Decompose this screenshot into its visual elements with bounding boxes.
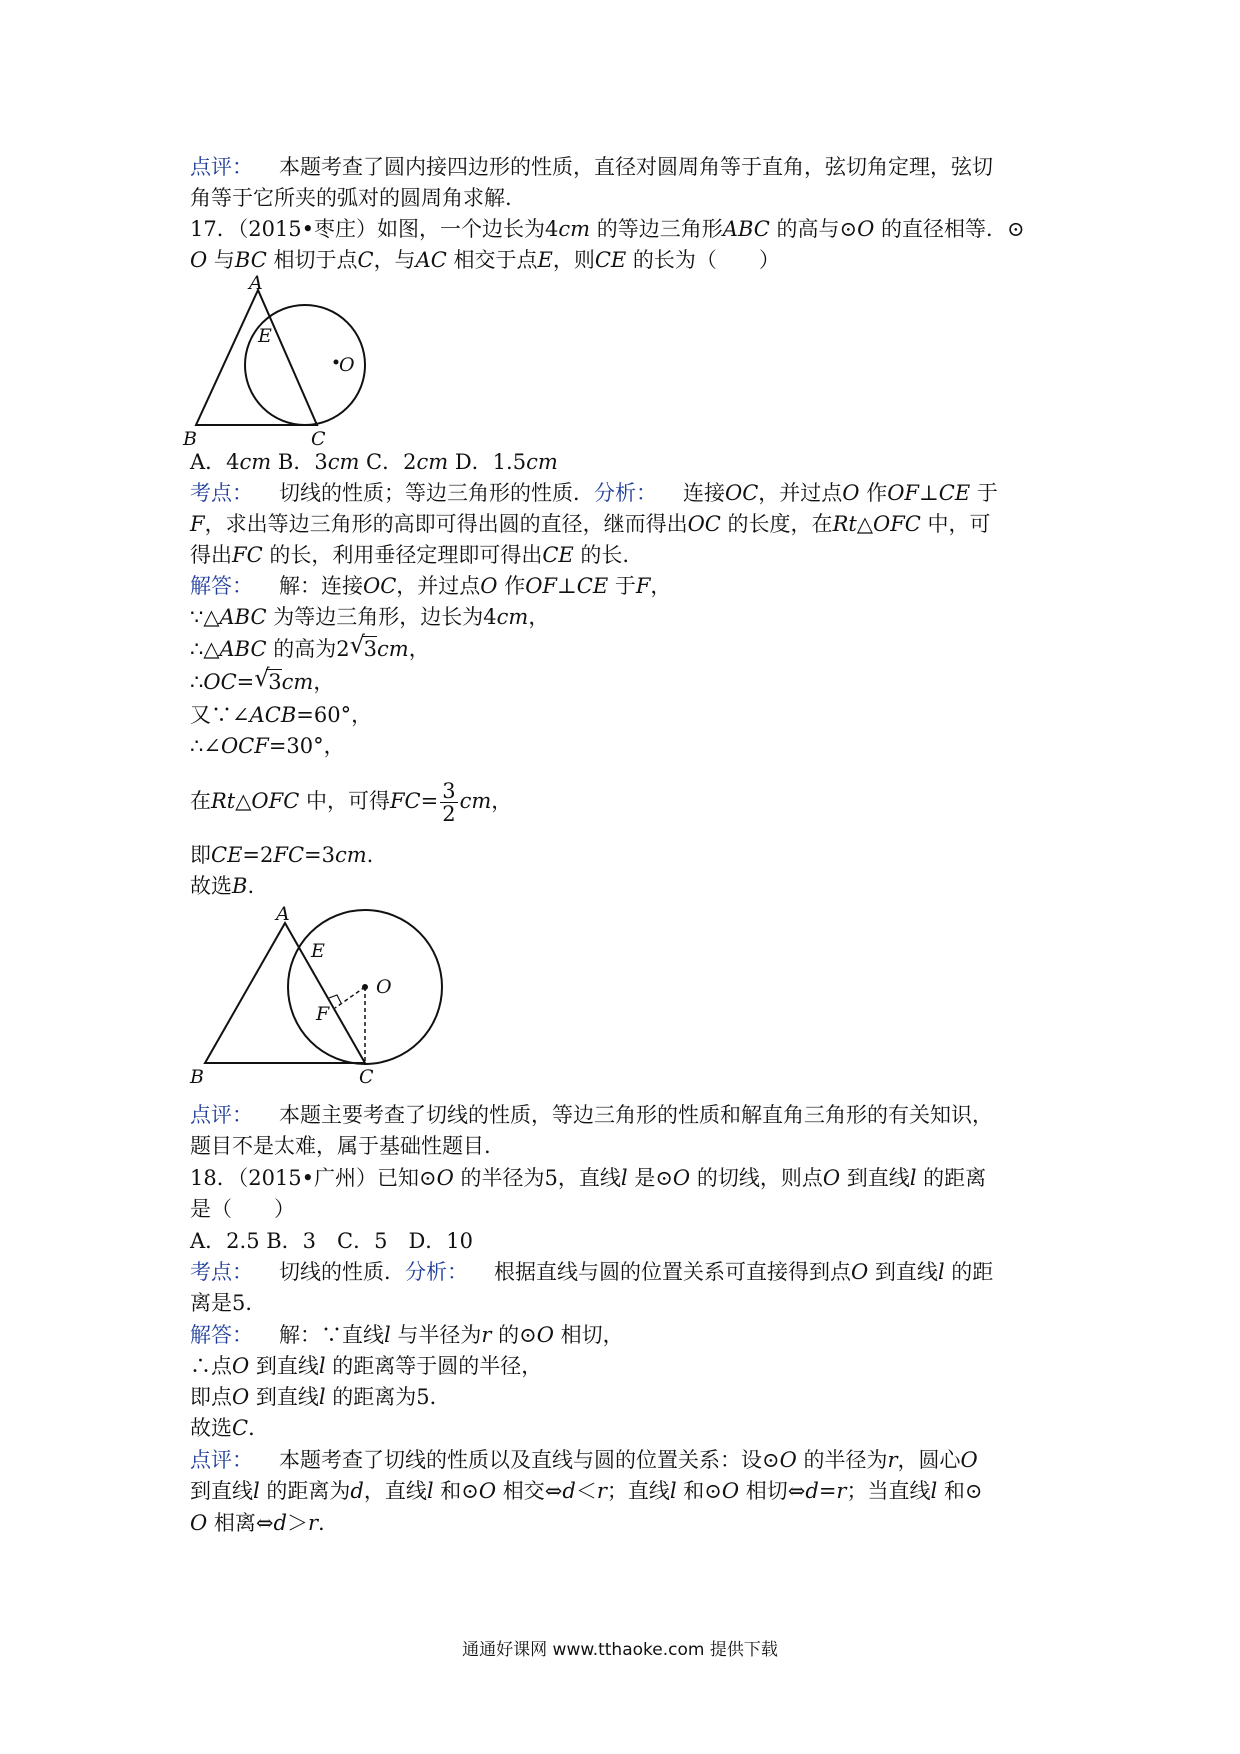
q17-review-line2: 题目不是太难，属于基础性题目.	[190, 1134, 491, 1158]
q18-answer-line0: 解答： 解：∵直线l 与半径为r 的⊙O 相切，	[190, 1323, 624, 1347]
center-o-dot	[334, 360, 339, 365]
q17-answer-line6: 在Rt△OFC 中，可得FC= $\frac{3}{2}$ cm，	[190, 779, 513, 826]
q17-answer-line5: ∴∠OCF=30°，	[190, 734, 345, 758]
label-e: E	[258, 325, 272, 347]
label-a: A	[249, 272, 263, 294]
label-b: B	[190, 1066, 204, 1088]
label-f: F	[316, 1003, 330, 1025]
fraction: $\frac{3}{2}$	[442, 779, 456, 826]
q18-point-analysis-line1: 考点： 切线的性质．分析： 根据直线与圆的位置关系可直接得到点O 到直线l 的距	[190, 1260, 994, 1284]
label-c: C	[311, 428, 326, 450]
q18-answer-line2: 即点O 到直线l 的距离为5．	[190, 1385, 451, 1409]
q17-stem-line1: 17．（2015•枣庄）如图，一个边长为4cm 的等边三角形ABC 的高与⊙O 的直径相等．⊙	[190, 217, 1025, 241]
review-label: 点评：	[190, 155, 253, 179]
q17-answer-line0: 解答： 解：连接OC，并过点O 作OF⊥CE 于F，	[190, 574, 672, 598]
label-b: B	[183, 428, 197, 450]
review16-line2: 角等于它所夹的弧对的圆周角求解.	[190, 186, 512, 210]
label-o: O	[339, 354, 355, 376]
label-c: C	[359, 1066, 374, 1088]
label-a: A	[276, 903, 290, 925]
triangle-abc	[205, 923, 365, 1063]
label-e: E	[311, 940, 325, 962]
q17-figure	[183, 272, 425, 450]
q17-review-line1: 点评： 本题主要考查了切线的性质，等边三角形的性质和解直角三角形的有关知识，	[190, 1103, 993, 1127]
review16-line1: 点评： 本题考查了圆内接四边形的性质，直径对圆周角等于直角，弦切角定理，弦切	[190, 155, 993, 179]
triangle-abc	[196, 290, 317, 425]
q17-stem-line2: O 与BC 相切于点C，与AC 相交于点E，则CE 的长为（ ）	[190, 248, 780, 272]
label-o: O	[376, 976, 392, 998]
q18-options: A．2.5 B．3 C．5 D．10	[190, 1229, 474, 1253]
footer-text: 通通好课网 www.tthaoke.com 提供下载	[462, 1640, 778, 1660]
q17-point-analysis-line1: 考点： 切线的性质；等边三角形的性质．分析： 连接OC，并过点O 作OF⊥CE 于	[190, 481, 998, 505]
q18-review-line2: 到直线l 的距离为d，直线l 和⊙O 相交⇔d＜r；直线l 和⊙O 相切⇔d=r；当直线l 和⊙	[190, 1479, 983, 1503]
q17-options: A．4cm B．3cm C．2cm D．1.5cm	[190, 450, 558, 474]
q17-answer-line2: ∴△ABC 的高为2√ 3cm，	[190, 634, 430, 664]
q18-analysis-line2: 离是5．	[190, 1291, 267, 1315]
q17-analysis-line2: F，求出等边三角形的高即可得出圆的直径，继而得出OC 的长度，在Rt△OFC 中，可	[190, 512, 991, 536]
q18-stem-line2: 是（ ）	[190, 1197, 295, 1221]
q17-answer-line8: 故选B.	[190, 874, 255, 898]
sqrt-symbol: √ 3	[254, 667, 281, 697]
q18-review-line1: 点评： 本题考查了切线的性质以及直线与圆的位置关系：设⊙O 的半径为r，圆心O	[190, 1448, 978, 1472]
q17-answer-line1: ∵△ABC 为等边三角形，边长为4cm，	[190, 605, 550, 629]
q17-answer-line3: ∴OC=√ 3cm，	[190, 667, 334, 697]
center-o-dot	[362, 984, 368, 990]
q18-answer-line1: ∴点O 到直线l 的距离等于圆的半径，	[190, 1354, 543, 1378]
sqrt-symbol: √ 3	[350, 634, 377, 664]
q17-analysis-line3: 得出FC 的长，利用垂径定理即可得出CE 的长.	[190, 543, 630, 567]
segment-of	[335, 987, 365, 1008]
q17-solution-figure	[190, 903, 470, 1103]
q17-answer-line7: 即CE=2FC=3cm.	[190, 843, 374, 867]
q18-stem-line1: 18．（2015•广州）已知⊙O 的半径为5，直线l 是⊙O 的切线，则点O 到直线l 的距离	[190, 1166, 987, 1190]
q18-answer-line3: 故选C．	[190, 1416, 270, 1440]
q18-review-line3: O 相离⇔d＞r.	[190, 1511, 325, 1535]
q17-answer-line4: 又∵∠ACB=60°，	[190, 703, 373, 727]
